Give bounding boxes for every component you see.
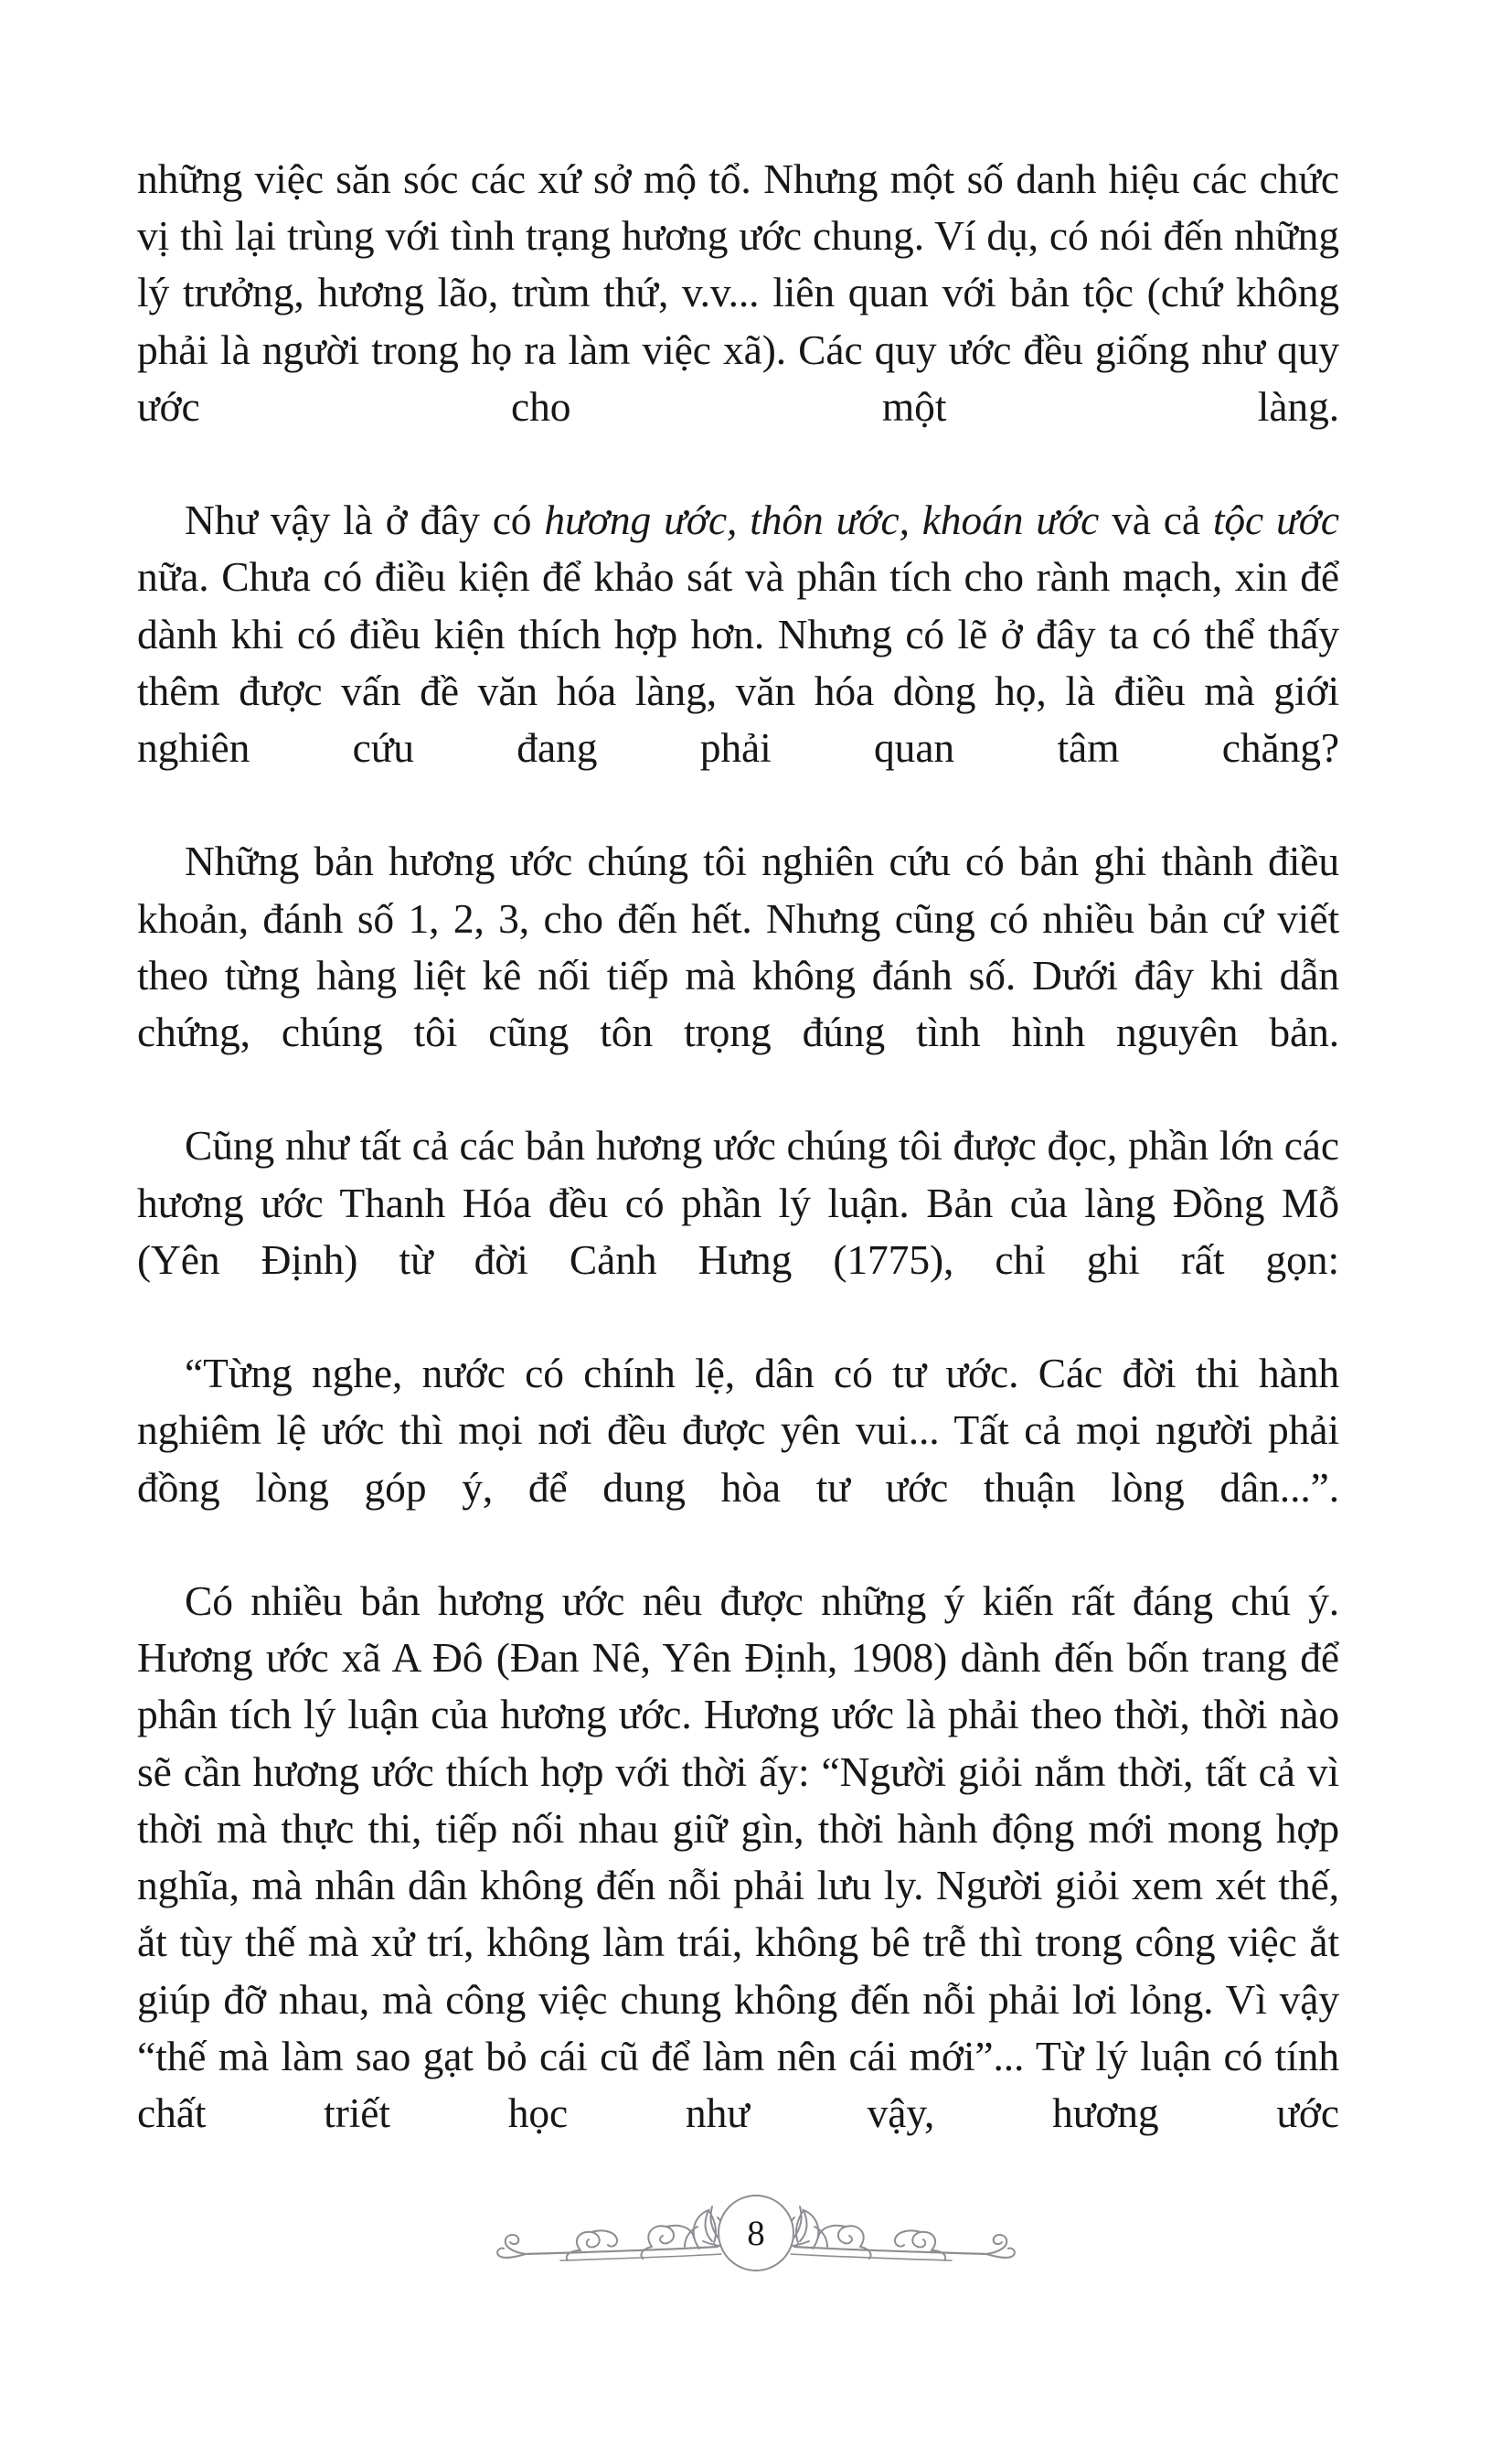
- text-run: nữa. Chưa có điều kiện để khảo sát và phân tích cho rành mạch, xin để dành khi có điều kiện thích hợp hơn. Nhưng có lẽ ở đây ta có thể thấy thêm được vấn đề văn hóa làng, văn hóa dòng họ, là điều mà giới nghiên cứu đang phải quan tâm chăng?: [137, 553, 1339, 772]
- text-run: “Từng nghe, nước có chính lệ, dân có tư ước. Các đời thi hành nghiêm lệ ước thì mọi nơi đều được yên vui... Tất cả mọi người phải đồng lòng góp ý, để dung hòa tư ước thuận lòng dân...”.: [137, 1350, 1339, 1511]
- paragraph-2: [137, 492, 1339, 833]
- text-run: và cả: [1099, 497, 1213, 544]
- text-run: Những bản hương ước chúng tôi nghiên cứu có bản ghi thành điều khoản, đánh số 1, 2, 3, cho đến hết. Nhưng cũng có nhiều bản cứ viết theo từng hàng liệt kê nối tiếp mà không đánh số. Dưới đây khi dẫn chứng, chúng tôi cũng tôn trọng đúng tình hình nguyên bản.: [137, 838, 1339, 1056]
- paragraph-1: [137, 151, 1339, 492]
- text-run: Có nhiều bản hương ước nêu được những ý kiến rất đáng chú ý. Hương ước xã A Đô (Đan Nê, Yên Định, 1908) dành đến bốn trang để phân tích lý luận của hương ước. Hương ước là phải theo thời, thời nào sẽ cần hương ước thích hợp với thời ấy: “Người giỏi nắm thời, tất cả vì thời mà thực thi, tiếp nối nhau giữ gìn, thời hành động mới mong hợp nghĩa, mà nhân dân không đến nỗi phải lưu ly. Người giỏi xem xét thế, ắt tùy thế mà xử trí, không làm trái, không bê trễ thì trong công việc ắt giúp đỡ nhau, mà công việc chung không đến nỗi phải lơi lỏng. Vì vậy “thế mà làm sao gạt bỏ cái cũ để làm nên cái mới”... Từ lý luận có tính chất triết học như vậy, hương ước: [137, 1577, 1339, 2136]
- page-footer: [0, 2169, 1512, 2297]
- italic-term-huong-uoc: hương ước, thôn ước, khoán ước: [544, 497, 1100, 544]
- paragraph-5-quote: [137, 1345, 1339, 1573]
- paragraph-3: [137, 833, 1339, 1117]
- page-number: 8: [747, 2213, 765, 2253]
- footer-ornament-group: [473, 2174, 1039, 2292]
- text-run: Cũng như tất cả các bản hương ước chúng tôi được đọc, phần lớn các hương ước Thanh Hóa đều có phần lý luận. Bản của làng Đồng Mỗ (Yên Định) từ đời Cảnh Hưng (1775), chỉ ghi rất gọn:: [137, 1122, 1339, 1283]
- italic-term-toc-uoc: tộc ước: [1212, 497, 1339, 544]
- paragraph-4: [137, 1117, 1339, 1345]
- text-run: những việc săn sóc các xứ sở mộ tổ. Nhưng một số danh hiệu các chức vị thì lại trùng với tình trạng hương ước chung. Ví dụ, có nói đến những lý trưởng, hương lão, trùm thứ, v.v... liên quan với bản tộc (chứ không phải là người trong họ ra làm việc xã). Các quy ước đều giống như quy ước cho một làng.: [137, 155, 1339, 430]
- paragraph-6: [137, 1573, 1339, 2198]
- page-number-badge: [718, 2195, 794, 2271]
- text-run: Như vậy là ở đây có: [185, 497, 545, 544]
- page-body-text: [137, 151, 1339, 2198]
